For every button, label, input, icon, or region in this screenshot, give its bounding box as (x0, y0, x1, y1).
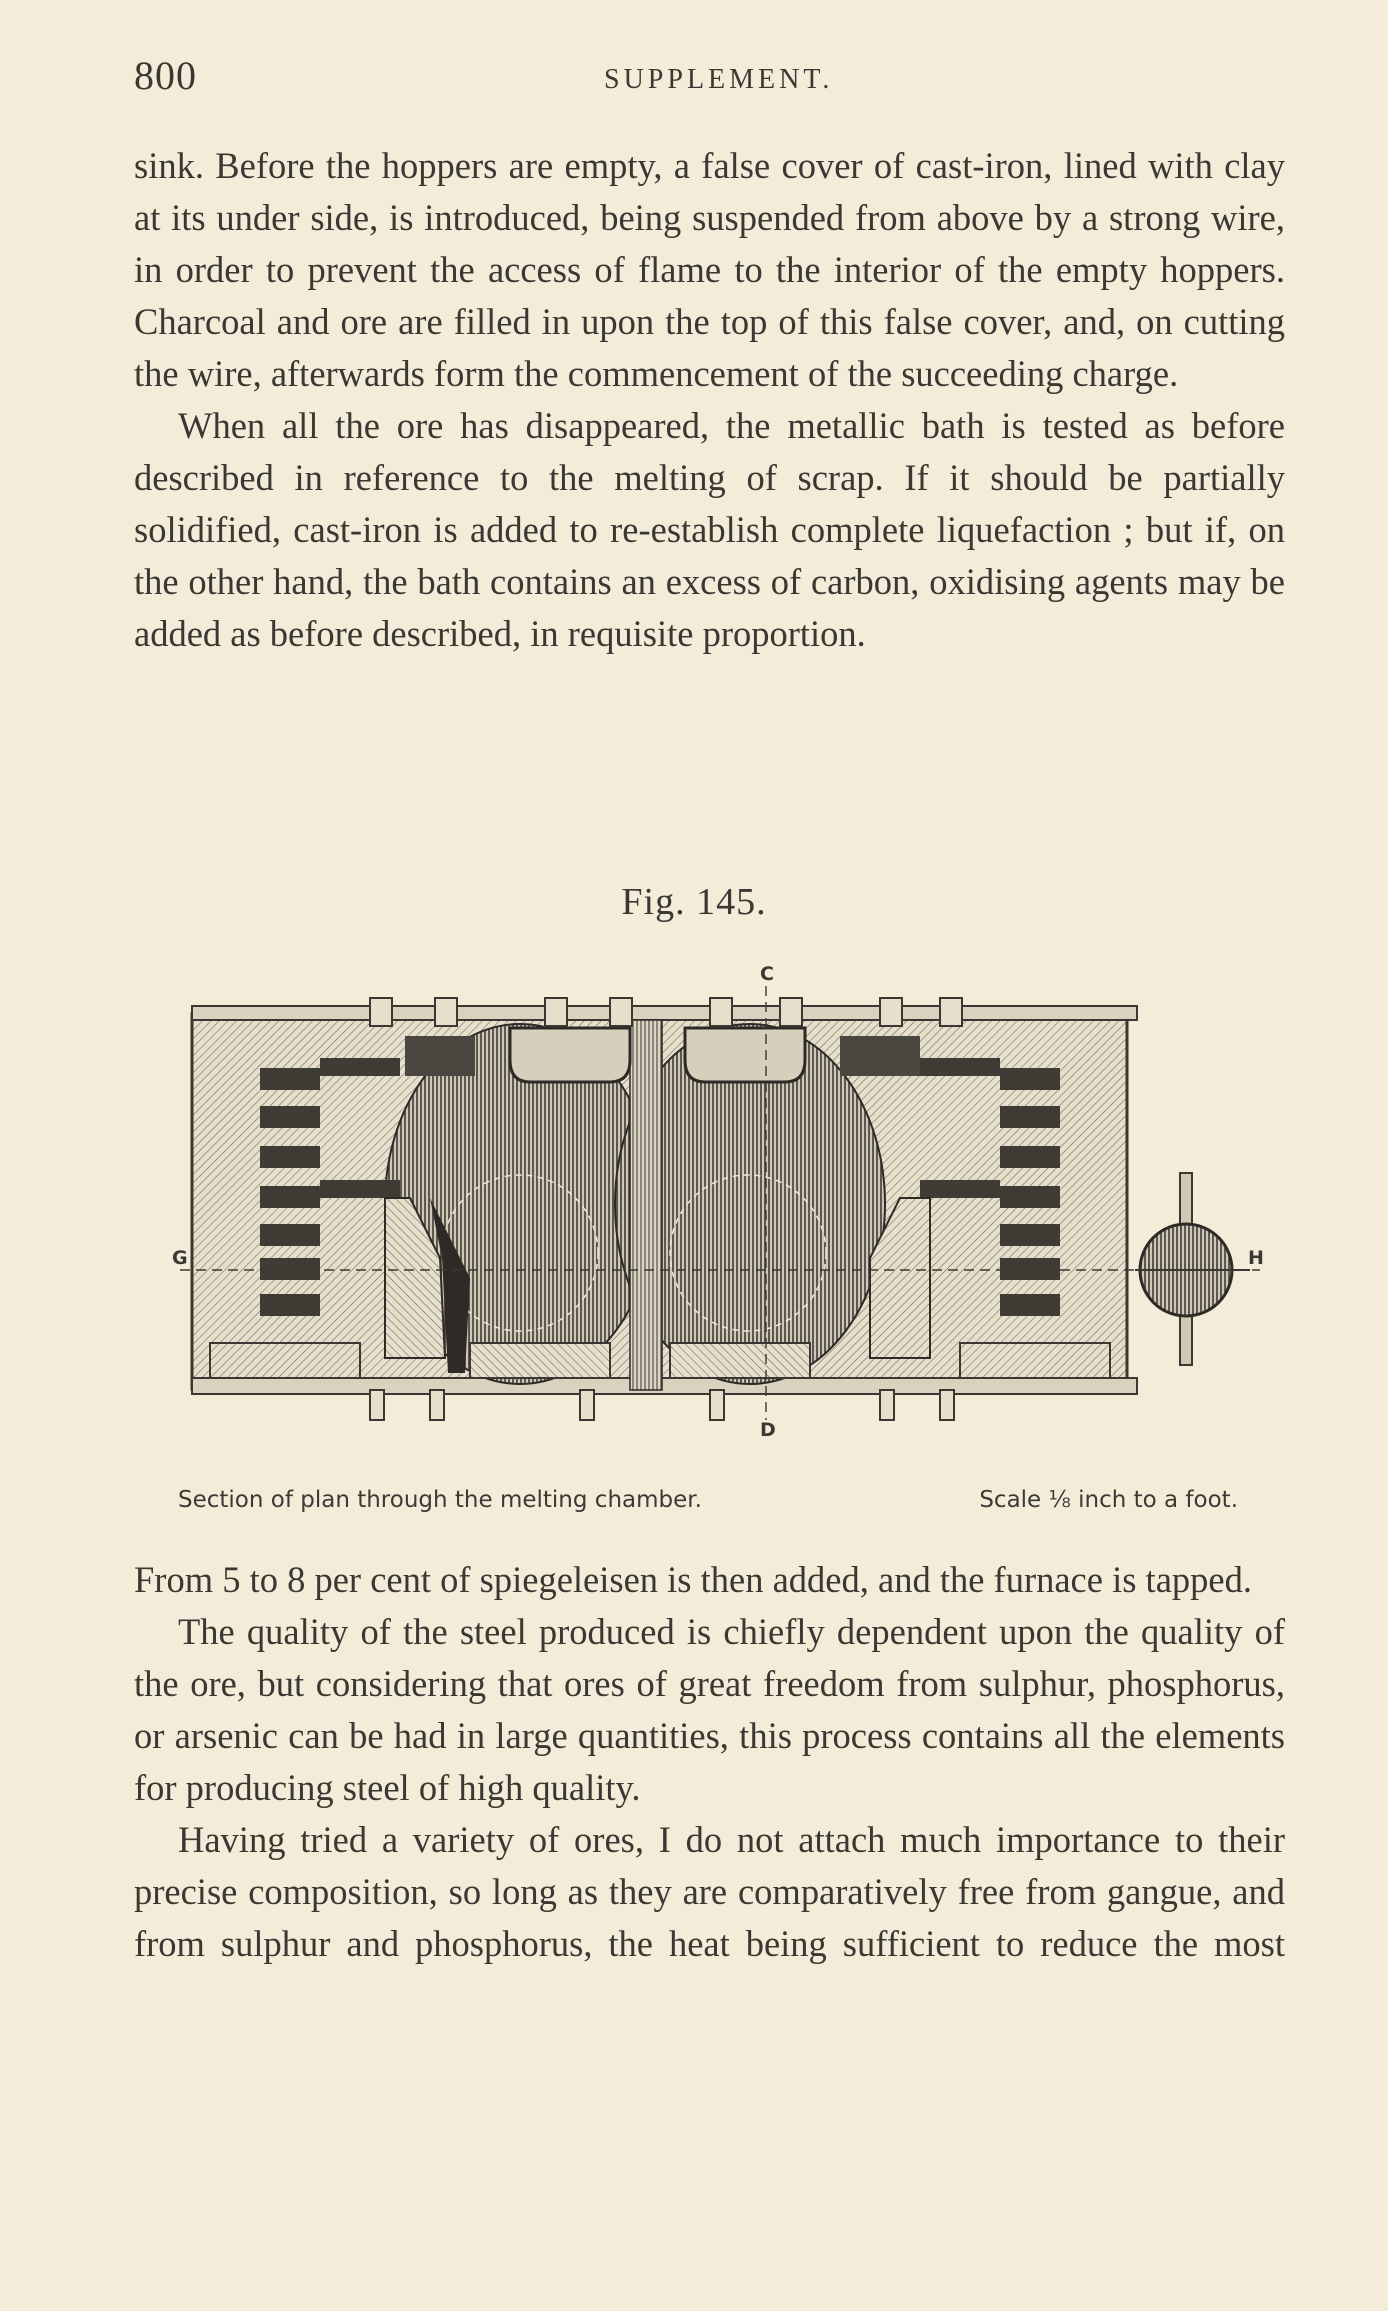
label-d: D (760, 1419, 776, 1441)
label-c: C (760, 963, 774, 985)
paragraph: When all the ore has disappeared, the metallic bath is tested as before described in reference to the melting of scrap. If it should be partially solidified, cast-iron is added to re-establish complete liquefaction ; but if, on the other hand, the bath contains an excess of carbon, oxidising agents may be added as before described, in requisite proportion. (134, 405, 1285, 654)
paragraph: sink. Before the hoppers are empty, a false cover of cast-iron, lined with clay at its under side, is introduced, being suspended from above by a strong wire, in order to prevent the access of flame to the interior of the empty hoppers. Charcoal and ore are filled in upon the top of this false cover, and, on cutting the wire, afterwards form the commencement of the succeeding charge. (134, 145, 1285, 394)
running-head: SUPPLEMENT. (604, 64, 834, 95)
paragraph: The quality of the steel produced is chiefly dependent upon the quality of the ore, but considering that ores of great freedom from sulphur, phosphorus, or arsenic can be had in large quantities, this process contains all the elements for producing steel of high quality. (134, 1611, 1285, 1808)
body-text-top (134, 140, 1285, 660)
figure-caption (178, 1487, 1238, 1523)
valve-h (1135, 1173, 1250, 1365)
paragraph: From 5 to 8 per cent of spiegeleisen is then added, and the furnace is tapped. (134, 1559, 1252, 1600)
body-text-bottom (134, 1554, 1285, 1970)
figure-title: Fig. 145. (621, 881, 767, 923)
caption-description: Section of plan through the melting chamber. (178, 1487, 702, 1513)
page-number: 800 (134, 53, 197, 98)
label-g: G (172, 1247, 188, 1269)
paragraph: Having tried a variety of ores, I do not attach much importance to their precise composition, so long as they are comparatively free from gangue, and from sulphur and phosphorus, the heat being sufficient to reduce the most (134, 1819, 1285, 1964)
furnace-section-diagram (172, 958, 1280, 1441)
label-h: H (1248, 1247, 1264, 1269)
page-header (134, 52, 1284, 102)
caption-scale: Scale ⅛ inch to a foot. (979, 1487, 1238, 1513)
